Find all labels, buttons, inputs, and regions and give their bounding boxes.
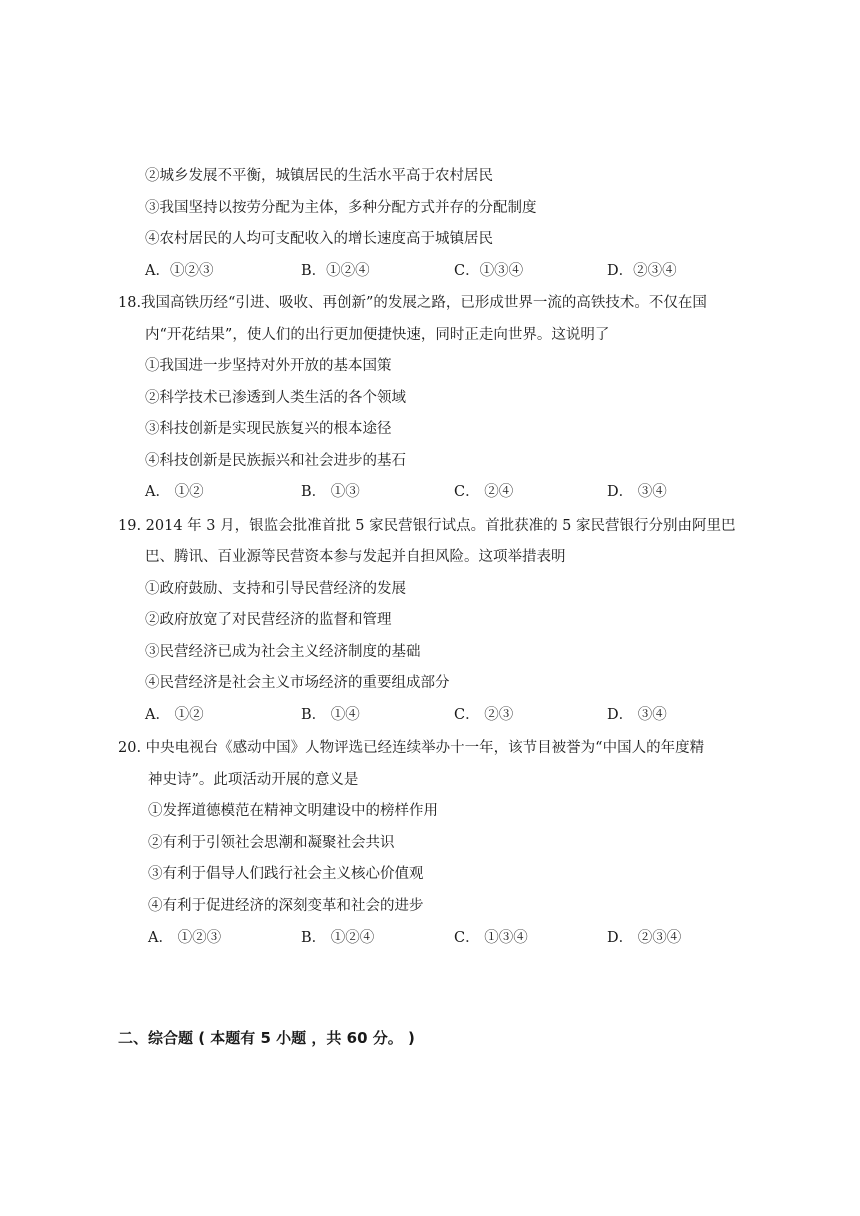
q17-option-a: A．①②③ — [145, 263, 214, 279]
q20-option-d: D． ②③④ — [607, 930, 682, 946]
q17-item-3: ③我国坚持以按劳分配为主体，多种分配方式并存的分配制度 — [145, 200, 537, 216]
q19-option-b: B． ①④ — [301, 707, 360, 723]
q18-item-1: ①我国进一步坚持对外开放的基本国策 — [145, 358, 392, 374]
q20-option-a: A． ①②③ — [148, 930, 222, 946]
q19-item-4: ④民营经济是社会主义市场经济的重要组成部分 — [145, 675, 450, 691]
q17-item-2: ②城乡发展不平衡，城镇居民的生活水平高于农村居民 — [145, 168, 493, 184]
q20-item-1: ①发挥道德模范在精神文明建设中的榜样作用 — [148, 803, 438, 819]
q19-option-a: A． ①② — [145, 707, 204, 723]
q18-option-d: D． ③④ — [607, 484, 667, 500]
q17-item-4: ④农村居民的人均可支配收入的增长速度高于城镇居民 — [145, 231, 493, 247]
q19-item-3: ③民营经济已成为社会主义经济制度的基础 — [145, 644, 421, 660]
q17-option-c: C．①③④ — [454, 263, 524, 279]
q20-item-3: ③有利于倡导人们践行社会主义核心价值观 — [148, 866, 424, 882]
q18-option-c: C． ②④ — [454, 484, 514, 500]
q19-stem-line-1: 19. 2014 年 3 月，银监会批准首批 5 家民营银行试点。首批获准的 5 家民营银行分别由阿里巴 — [118, 518, 736, 534]
q18-option-a: A． ①② — [145, 484, 204, 500]
q19-stem-line-2: 巴、腾讯、百业源等民营资本参与发起并自担风险。这项举措表明 — [145, 549, 566, 565]
q17-option-d: D．②③④ — [607, 263, 677, 279]
q20-item-2: ②有利于引领社会思潮和凝聚社会共识 — [148, 835, 395, 851]
q17-option-b: B．①②④ — [301, 263, 370, 279]
q20-stem-line-2: 神史诗”。此项活动开展的意义是 — [148, 772, 359, 788]
q18-stem-line-1: 18.我国高铁历经“引进、吸收、再创新”的发展之路，已形成世界一流的高铁技术。不仅在国 — [118, 295, 707, 311]
q19-item-2: ②政府放宽了对民营经济的监督和管理 — [145, 612, 392, 628]
q19-item-1: ①政府鼓励、支持和引导民营经济的发展 — [145, 581, 406, 597]
q18-item-4: ④科技创新是民族振兴和社会进步的基石 — [145, 453, 406, 469]
q20-option-c: C． ①③④ — [454, 930, 528, 946]
q19-option-c: C． ②③ — [454, 707, 514, 723]
q20-item-4: ④有利于促进经济的深刻变革和社会的进步 — [148, 898, 424, 914]
q20-option-b: B． ①②④ — [301, 930, 375, 946]
q18-stem-line-2: 内“开花结果”，使人们的出行更加便捷快速，同时正走向世界。这说明了 — [145, 327, 610, 343]
q19-option-d: D． ③④ — [607, 707, 667, 723]
section-2-heading: 二、综合题 ( 本题有 5 小题 ，共 60 分。 ) — [118, 1029, 415, 1047]
q18-option-b: B． ①③ — [301, 484, 360, 500]
q18-item-3: ③科技创新是实现民族复兴的根本途径 — [145, 421, 392, 437]
q18-item-2: ②科学技术已渗透到人类生活的各个领域 — [145, 390, 406, 406]
q20-stem-line-1: 20. 中央电视台《感动中国》人物评选已经连续举办十一年，该节目被誉为“中国人的年度精 — [118, 740, 705, 756]
